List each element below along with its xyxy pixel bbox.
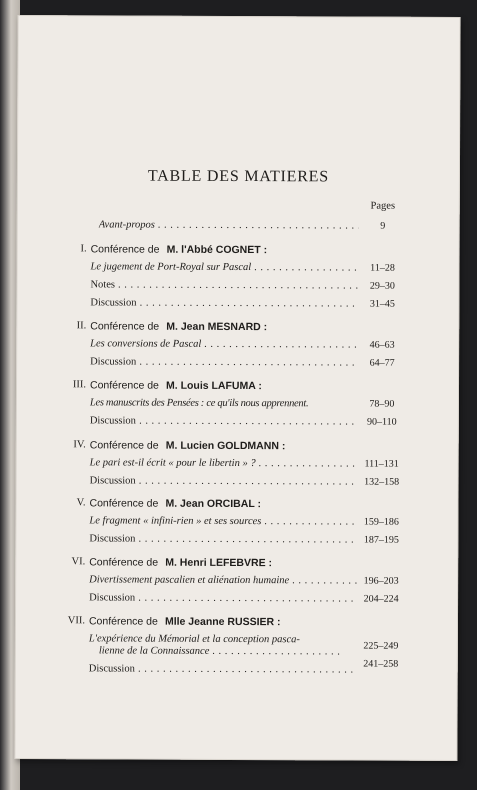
chapter-speaker: M. Henri LEFEBVRE : (165, 556, 273, 570)
toc-entry-label: Discussion . . . (89, 533, 357, 545)
chapter-heading (16, 439, 459, 455)
chapter-heading (15, 556, 458, 572)
chapter-intro: Conférence de (89, 379, 159, 392)
chapter-speaker: M. Jean MESNARD : (166, 320, 268, 334)
toc-entry (16, 415, 459, 431)
pages-column-header: Pages (370, 200, 396, 212)
toc-entry (16, 356, 459, 372)
toc-entry-page: 196–203 (363, 575, 399, 587)
toc-entry-page: 46–63 (369, 339, 395, 351)
chapter-heading (16, 320, 459, 336)
toc-entry-label: Discussion . . . (90, 356, 358, 368)
toc-entry-page: 31–45 (369, 298, 395, 310)
toc-entry-page: 159–186 (363, 516, 399, 528)
chapter-numeral: VI. (71, 556, 86, 568)
toc-entry-page: 111–131 (364, 458, 399, 470)
toc-entry-page: 11–28 (370, 262, 395, 274)
toc-entry (16, 279, 459, 295)
toc-entry-label: Divertissement pascalien et aliénation humaine . . . (89, 574, 357, 586)
chapter-speaker: M. Lucien GOLDMANN : (165, 439, 286, 453)
chapter-intro: Conférence de (90, 243, 160, 256)
chapter-intro: Conférence de (89, 556, 159, 569)
toc-entry (16, 397, 459, 413)
toc-entry-label: Les conversions de Pascal . . . (90, 338, 358, 350)
toc-entry-page: 132–158 (364, 476, 400, 488)
toc-entry (15, 574, 458, 590)
toc-entry (15, 515, 458, 531)
toc-entry (15, 658, 458, 679)
toc-entry-label: Avant-propos . . . (99, 219, 359, 231)
toc-entry (16, 475, 459, 491)
chapter-numeral: IV. (73, 439, 86, 451)
toc-entry-label-continued: lienne de la Connaissance . . . (99, 645, 343, 657)
chapter-intro: Conférence de (90, 320, 160, 333)
chapter-heading (15, 615, 458, 631)
toc-entry-page: 9 (380, 220, 386, 232)
chapter-numeral: III. (72, 379, 87, 391)
toc-entry-label: Le fragment « infini-rien » et ses sources . . . (89, 515, 357, 527)
chapter-speaker: M. Jean ORCIBAL : (165, 497, 262, 511)
toc-entry (16, 261, 459, 277)
chapter-intro: Conférence de (88, 615, 158, 628)
page-title: TABLE DES MATIERES (147, 167, 330, 186)
toc-entry-label: Notes . . . (90, 279, 358, 291)
toc-entry-page: 187–195 (363, 534, 399, 546)
chapter-speaker: Mlle Jeanne RUSSIER : (164, 615, 281, 629)
toc-entry-page: 29–30 (369, 280, 395, 292)
toc-entry (16, 457, 459, 473)
toc-entry-page: 78–90 (369, 398, 395, 410)
toc-entry-label: Le jugement de Port-Royal sur Pascal . . . (91, 261, 359, 273)
toc-entry-label: Discussion . . . (90, 475, 358, 487)
toc-entry-label: Le pari est-il écrit « pour le libertin » ? . . . (90, 457, 358, 469)
toc-entry-label: L'expérience du Mémorial et la conception pasca- (88, 633, 300, 646)
toc-entry-label: Discussion . . . (89, 663, 357, 675)
chapter-heading (15, 497, 458, 513)
chapter-numeral: I. (80, 243, 87, 255)
toc-entry-label: Discussion . . . (89, 592, 357, 604)
chapter-speaker: M. l'Abbé COGNET : (166, 243, 268, 257)
toc-entry-page: 90–110 (367, 416, 397, 428)
chapter-numeral: V. (76, 497, 86, 509)
toc-entry (15, 533, 458, 549)
toc-entry-page: 241–258 (363, 658, 399, 670)
toc-entry-page: 64–77 (369, 357, 395, 369)
toc-entry-page: 204–224 (363, 593, 399, 605)
chapter-numeral: II. (76, 320, 87, 332)
toc-entry-label: Discussion . . . (90, 415, 358, 427)
chapter-heading (16, 379, 459, 395)
chapter-intro: Conférence de (89, 439, 159, 452)
chapter-numeral: VII. (67, 615, 86, 627)
toc-entry-avant-propos (17, 219, 460, 235)
chapter-intro: Conférence de (89, 497, 159, 510)
toc-entry (16, 338, 459, 354)
chapter-speaker: M. Louis LAFUMA : (165, 379, 262, 393)
toc-entry-page: 225–249 (363, 640, 399, 652)
chapter-heading (17, 243, 460, 259)
book-page (14, 15, 460, 761)
toc-entry (15, 592, 458, 608)
toc-entry-label: Discussion . . . (90, 297, 358, 309)
toc-entry-label: Les manuscrits des Pensées : ce qu'ils nous apprennent. (89, 397, 309, 410)
toc-entry (16, 297, 459, 313)
